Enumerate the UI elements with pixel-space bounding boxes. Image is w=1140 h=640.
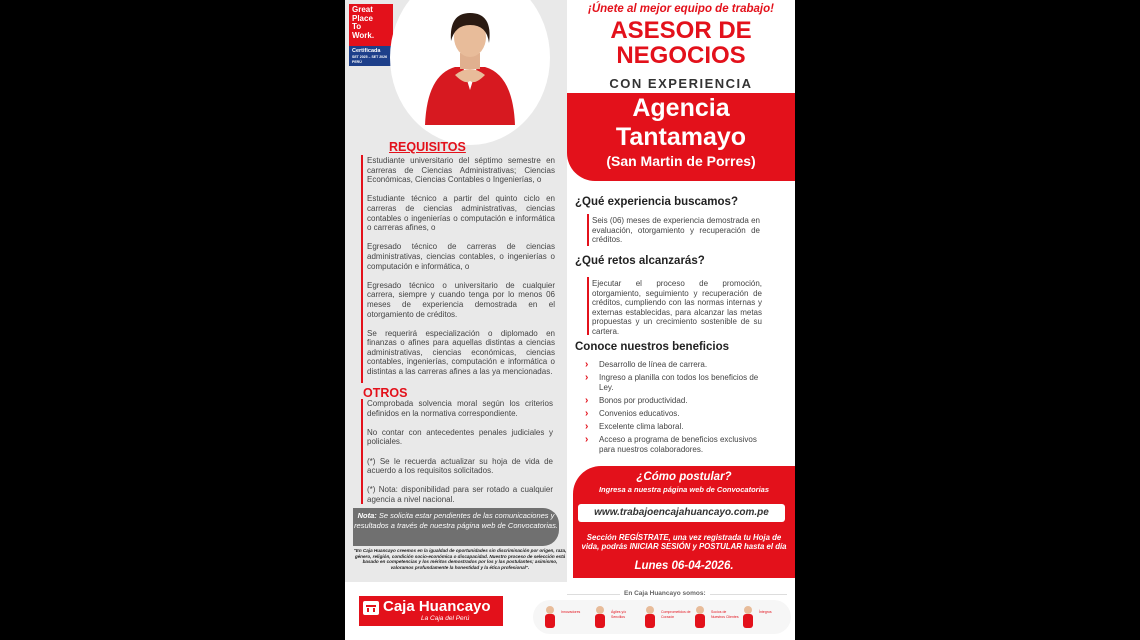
value-label: Ágiles y/o Sencillos <box>611 610 627 619</box>
list-item: Egresado técnico de carreras de ciencias administrativas, ciencias contables, o ingenierías o computación e informática, o <box>367 242 555 271</box>
list-item <box>585 360 767 370</box>
requisitos-bar <box>361 155 363 383</box>
list-item: (*) Nota: disponibilidad para ser rotado a cualquier agencia a nivel nacional. <box>367 485 553 504</box>
list-item <box>585 396 767 406</box>
job-subtitle: CON EXPERIENCIA <box>609 76 753 91</box>
otros-list <box>367 399 553 514</box>
apply-deadline: Lunes 06-04-2026. <box>634 560 734 572</box>
brand-name: Caja Huancayo <box>383 598 491 615</box>
retos-text: Ejecutar el proceso de promoción, otorgamiento, seguimiento y recuperación de créditos, cumpliendo con las normas internas y externas establecidas, para alcanzar las metas propuestas y un crecimiento sostenible de su cartera. <box>592 279 762 336</box>
list-item: Se requerirá especialización o diplomado en finanzas o afines para aquellas distintas a ciencias administrativas, ciencias económicas, ciencias contables, ingenierías, computación e informática o distintas a las carreras afines a las ya mencionadas. <box>367 328 555 377</box>
badge-dates: SET 2025 – SET 2026 <box>352 55 388 59</box>
retos-question: ¿Qué retos alcanzarás? <box>575 255 705 267</box>
apply-title: ¿Cómo postular? <box>636 471 732 483</box>
benefit-text: Bonos por productividad. <box>599 395 688 405</box>
nota-text: Se solicita estar pendientes de las comunicaciones y resultados a través de nuestra página web de Convocatorias. <box>354 511 558 530</box>
chevron-right-icon: › <box>585 407 589 419</box>
left-column <box>345 0 567 640</box>
list-item: Estudiante técnico a partir del quinto ciclo en carreras de ciencias administrativas, ciencias contables o ingenierías o computación e informática o carreras afines, o <box>367 194 555 233</box>
list-item <box>585 422 767 432</box>
agency-label: Agencia <box>632 94 730 122</box>
badge-certified <box>349 46 393 66</box>
badge-line: Work. <box>352 30 375 40</box>
values-title: En Caja Huancayo somos: <box>620 590 710 597</box>
agency-banner <box>567 93 795 181</box>
otros-title: OTROS <box>363 386 408 400</box>
mascot-icon <box>741 605 755 629</box>
value-item <box>639 603 689 633</box>
badge-line: Great <box>352 5 373 14</box>
footer <box>345 582 795 640</box>
mascot-icon <box>693 605 707 629</box>
list-item <box>585 409 767 419</box>
benefit-text: Ingreso a planilla con todos los beneficios de Ley. <box>599 373 759 392</box>
mascot-icon <box>593 605 607 629</box>
job-title <box>567 18 795 68</box>
benefit-text: Desarrollo de línea de carrera. <box>599 360 708 369</box>
nota-label: Nota: <box>357 511 377 520</box>
requisitos-list <box>367 156 555 386</box>
tagline: ¡Únete al mejor equipo de trabajo! <box>588 3 774 15</box>
agency-name: Tantamayo <box>615 123 747 151</box>
list-item: Egresado técnico o universitario de cualquier carrera, siempre y cuando tenga por lo menos 06 meses de experiencia demostrada en el otorgamiento de créditos. <box>367 280 555 319</box>
benefit-text: Convenios educativos. <box>599 408 680 418</box>
badge-country: PERÚ <box>352 60 362 64</box>
how-to-apply-box <box>573 466 795 578</box>
value-label: Socios de Nuestros Clientes <box>711 610 739 619</box>
value-item <box>589 603 639 633</box>
values-strip <box>533 600 791 634</box>
chevron-right-icon: › <box>585 434 589 446</box>
badge-line: Place <box>352 13 373 23</box>
apply-subtitle: Ingresa a nuestra página web de Convocatorias <box>598 485 770 494</box>
nota-box <box>353 508 559 546</box>
value-label: Íntegros <box>759 610 772 614</box>
value-label: Innovadores <box>561 610 581 614</box>
experiencia-text: Seis (06) meses de experiencia demostrada en evaluación, otorgamiento y recuperación de créditos. <box>592 216 760 245</box>
job-title-line: ASESOR DE <box>610 17 752 44</box>
list-item: (*) Se le recuerda actualizar su hoja de vida de acuerdo a los requisitos solicitados. <box>367 456 553 476</box>
beneficios-list <box>585 360 767 458</box>
apply-instructions: Sección REGÍSTRATE, una vez registrada tu Hoja de vida, podrás INICIAR SESIÓN y POSTULAR hasta el día <box>581 533 787 551</box>
bank-icon <box>363 601 379 615</box>
value-item <box>539 603 589 633</box>
benefit-text: Excelente clima laboral. <box>599 421 684 431</box>
retos-bar <box>587 277 589 335</box>
chevron-right-icon: › <box>585 420 589 432</box>
list-item <box>585 373 767 392</box>
equal-opportunity-disclaimer: "En Caja Huancayo creemos en la igualdad de oportunidades sin discriminación por origen, raza, género, religión, condición socio-económica o discapacidad. Nuestro proceso de selección está basado en competencias y los méritos demostrados por los y las postulantes; asimismo, valoramos profundamente la honestidad y la ética profesional". <box>353 548 567 570</box>
job-title-line: NEGOCIOS <box>616 42 746 69</box>
job-poster <box>345 0 795 640</box>
list-item: Estudiante universitario del séptimo semestre en carreras de Ciencias Administrativas; Ciencias Económicas, Ciencias Contables o Ingenierías, o <box>367 156 555 185</box>
value-item <box>689 603 739 633</box>
experiencia-question: ¿Qué experiencia buscamos? <box>575 196 738 208</box>
list-item: No contar con antecedentes penales judiciales y policiales. <box>367 427 553 447</box>
otros-bar <box>361 399 363 504</box>
badge-cert-label: Certificada <box>352 48 381 54</box>
brand-tagline: La Caja del Perú <box>421 615 470 622</box>
beneficios-title: Conoce nuestros beneficios <box>575 341 730 353</box>
great-place-to-work-badge <box>349 4 393 66</box>
badge-line: To <box>352 22 362 31</box>
benefit-text: Acceso a programa de beneficios exclusivos para nuestros colaboradores. <box>599 435 757 454</box>
advisor-photo <box>415 5 525 125</box>
mascot-icon <box>543 605 557 629</box>
agency-district: (San Martin de Porres) <box>606 153 756 169</box>
chevron-right-icon: › <box>585 372 589 384</box>
careers-url-link[interactable]: www.trabajoencajahuancayo.com.pe <box>578 504 785 522</box>
list-item: Comprobada solvencia moral según los criterios definidos en la normativa correspondiente. <box>367 399 553 418</box>
experiencia-bar <box>587 214 589 246</box>
chevron-right-icon: › <box>585 359 589 370</box>
mascot-icon <box>643 605 657 629</box>
value-label: Comprometidos de Corazón <box>661 610 691 619</box>
chevron-right-icon: › <box>585 394 589 406</box>
requisitos-title: REQUISITOS <box>389 140 466 154</box>
value-item <box>737 603 787 633</box>
caja-huancayo-logo <box>359 596 503 626</box>
list-item <box>585 435 767 454</box>
